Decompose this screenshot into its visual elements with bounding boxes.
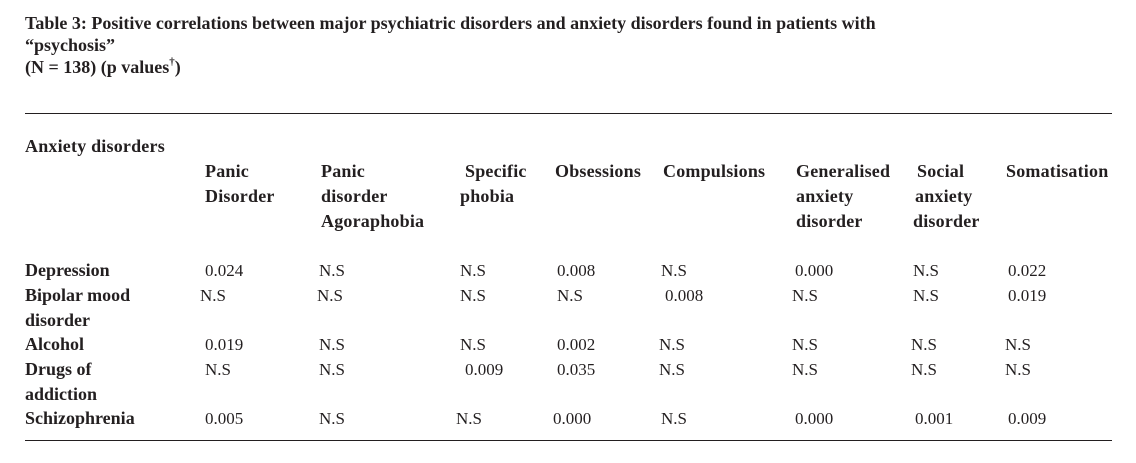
table-cell: N.S bbox=[460, 261, 486, 280]
col-header-line: Agoraphobia bbox=[321, 211, 425, 231]
col-header-line: anxiety bbox=[796, 186, 854, 206]
row-label-line: Alcohol bbox=[25, 334, 85, 354]
row-label-depression bbox=[25, 258, 110, 283]
table-cell: 0.009 bbox=[465, 360, 504, 379]
table-cell: 0.005 bbox=[205, 409, 244, 428]
caption-sample-size: (N = 138) (p values bbox=[25, 57, 170, 77]
row-label-line: Depression bbox=[25, 260, 110, 280]
col-header-specific-phobia bbox=[460, 159, 527, 209]
col-header-line: disorder bbox=[913, 211, 980, 231]
col-header-line: phobia bbox=[460, 186, 515, 206]
table-cell: N.S bbox=[319, 335, 345, 354]
col-header-obsessions bbox=[555, 159, 641, 184]
table-cell: 0.008 bbox=[557, 261, 596, 280]
row-label-drugs bbox=[25, 357, 97, 407]
caption-line-1: Table 3: Positive correlations between major psychiatric disorders and anxiety disorders found in patients with bbox=[25, 13, 876, 33]
group-header: Anxiety disorders bbox=[25, 136, 165, 156]
table-cell: N.S bbox=[319, 360, 345, 379]
table-cell: 0.000 bbox=[795, 261, 834, 280]
table-cell: N.S bbox=[205, 360, 231, 379]
table-cell: N.S bbox=[319, 261, 345, 280]
table-bottom-rule bbox=[25, 440, 1112, 441]
table-cell: N.S bbox=[460, 286, 486, 305]
col-header-panic-disorder bbox=[205, 159, 275, 209]
table-cell: N.S bbox=[661, 261, 687, 280]
table-cell: 0.009 bbox=[1008, 409, 1047, 428]
row-label-bipolar bbox=[25, 283, 130, 333]
table-cell: 0.035 bbox=[557, 360, 596, 379]
caption-dagger: † bbox=[169, 56, 175, 68]
col-header-line: disorder bbox=[321, 186, 388, 206]
col-header-panic-agoraphobia bbox=[321, 159, 424, 234]
table-cell: 0.001 bbox=[915, 409, 954, 428]
col-header-line: Panic bbox=[321, 161, 365, 181]
table-cell: N.S bbox=[913, 261, 939, 280]
table-cell: 0.024 bbox=[205, 261, 244, 280]
col-header-somatisation bbox=[1006, 159, 1108, 184]
table-cell: N.S bbox=[913, 286, 939, 305]
table-cell: N.S bbox=[460, 335, 486, 354]
table-cell: N.S bbox=[200, 286, 226, 305]
row-label-line: disorder bbox=[25, 310, 90, 330]
col-header-line: Somatisation bbox=[1006, 161, 1109, 181]
table-cell: N.S bbox=[557, 286, 583, 305]
row-label-line: Drugs of bbox=[25, 359, 92, 379]
table-cell: N.S bbox=[792, 286, 818, 305]
table-cell: N.S bbox=[792, 335, 818, 354]
row-label-line: Schizophrenia bbox=[25, 408, 135, 428]
col-header-line: Specific bbox=[465, 161, 527, 181]
table-cell: N.S bbox=[317, 286, 343, 305]
col-header-line: Disorder bbox=[205, 186, 275, 206]
row-label-line: Bipolar mood bbox=[25, 285, 131, 305]
col-header-social-anxiety bbox=[913, 159, 980, 234]
caption-line-2: “psychosis” bbox=[25, 35, 116, 55]
table-top-rule bbox=[25, 113, 1112, 114]
caption-line-3 bbox=[25, 56, 1115, 78]
table-cell: N.S bbox=[1005, 360, 1031, 379]
table-cell: N.S bbox=[1005, 335, 1031, 354]
col-header-line: Obsessions bbox=[555, 161, 642, 181]
col-header-line: Compulsions bbox=[663, 161, 766, 181]
table-cell: 0.019 bbox=[1008, 286, 1047, 305]
table-cell: N.S bbox=[911, 360, 937, 379]
table-cell: 0.002 bbox=[557, 335, 596, 354]
table-cell: N.S bbox=[319, 409, 345, 428]
table-cell: N.S bbox=[661, 409, 687, 428]
row-label-schizophrenia bbox=[25, 406, 135, 431]
table-cell: N.S bbox=[659, 360, 685, 379]
table-cell: 0.008 bbox=[665, 286, 704, 305]
table-cell: 0.000 bbox=[553, 409, 592, 428]
table-caption bbox=[25, 12, 1115, 78]
table-cell: N.S bbox=[456, 409, 482, 428]
table-cell: 0.019 bbox=[205, 335, 244, 354]
table-cell: 0.000 bbox=[795, 409, 834, 428]
table-cell: N.S bbox=[792, 360, 818, 379]
col-header-line: anxiety bbox=[915, 186, 973, 206]
row-label-alcohol bbox=[25, 332, 84, 357]
col-header-line: Generalised bbox=[796, 161, 891, 181]
col-header-line: disorder bbox=[796, 211, 863, 231]
col-header-line: Social bbox=[917, 161, 965, 181]
table-cell: 0.022 bbox=[1008, 261, 1047, 280]
col-header-line: Panic bbox=[205, 161, 249, 181]
col-header-generalised-anxiety bbox=[796, 159, 890, 234]
table-cell: N.S bbox=[911, 335, 937, 354]
col-header-compulsions bbox=[663, 159, 765, 184]
row-label-line: addiction bbox=[25, 384, 98, 404]
table-cell: N.S bbox=[659, 335, 685, 354]
caption-close-paren: ) bbox=[174, 57, 181, 77]
